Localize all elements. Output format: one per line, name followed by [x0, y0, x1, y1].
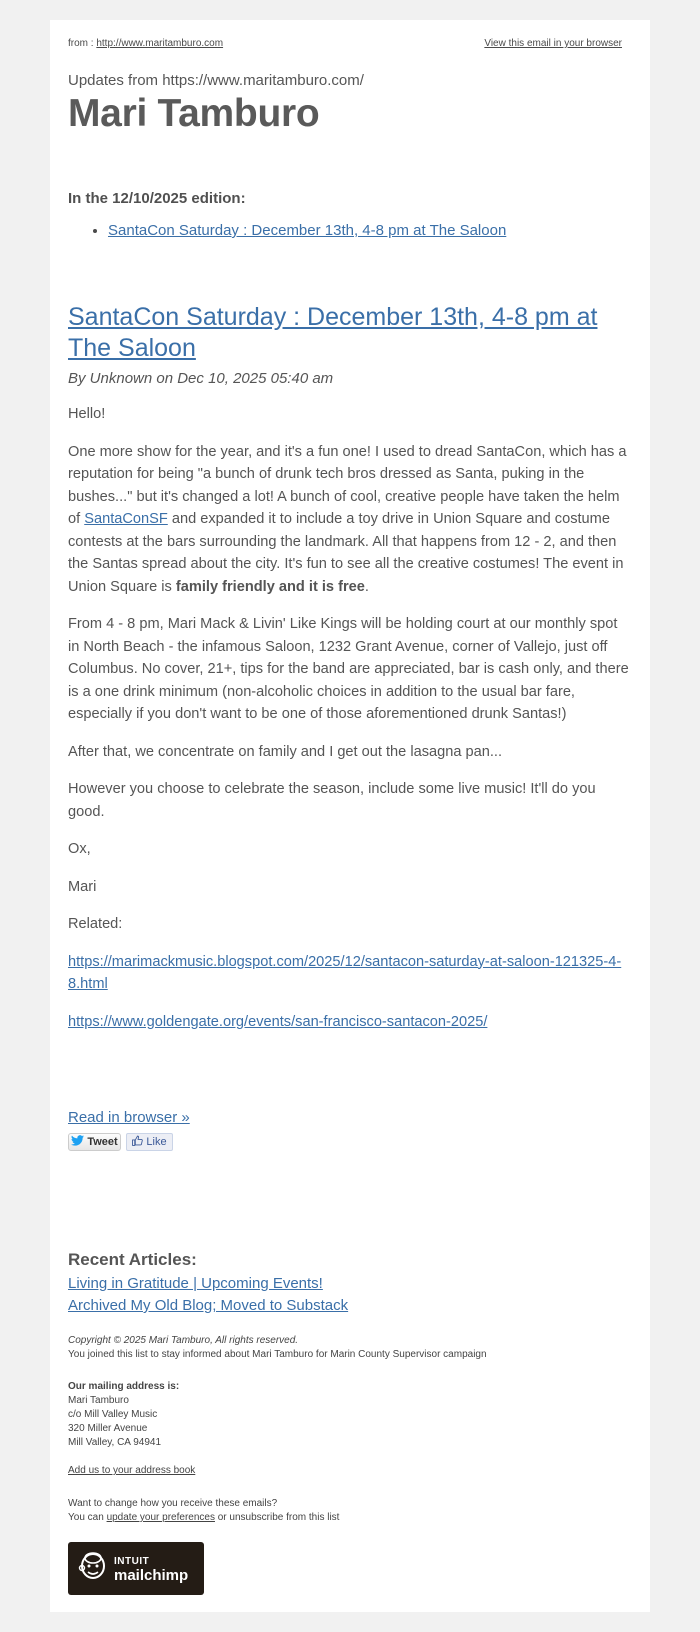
mailchimp-badge[interactable]	[68, 1542, 204, 1595]
like-button[interactable]	[126, 1133, 173, 1151]
post-paragraph	[68, 951, 632, 996]
preferences-line	[68, 1511, 632, 1525]
updates-from-text: Updates from https://www.maritamburo.com/	[68, 72, 364, 89]
from-line	[68, 38, 223, 49]
post-paragraph: Hello!	[68, 406, 106, 422]
social-buttons	[68, 1133, 173, 1151]
address-book-row	[68, 1464, 632, 1478]
read-in-browser-link[interactable]: Read in browser »	[68, 1109, 190, 1126]
post-paragraph: Ox,	[68, 841, 91, 857]
copyright-text: Copyright © 2025 Mari Tamburo, All rights reserved.	[68, 1335, 299, 1346]
add-to-address-book-link[interactable]: Add us to your address book	[68, 1465, 196, 1476]
address-line: Mill Valley, CA 94941	[68, 1437, 162, 1448]
post-title-link[interactable]: SantaCon Saturday : December 13th, 4-8 pm at The Saloon	[68, 303, 598, 362]
post-paragraph: From 4 - 8 pm, Mari Mack & Livin' Like Kings will be holding court at our monthly spot in North Beach - the infamous Saloon, 1232 Grant Avenue, corner of Vallejo, just off Columbus. No cover, 21+, tips for the band are appreciated, bar is cash only, and there is a one drink minimum (non-alcoholic choices in addition to the usual bar fare, especially if you don't want to be one of those aforementioned drunk Santas!)	[68, 616, 629, 722]
post-paragraph: Related:	[68, 916, 123, 932]
email-footer	[68, 1334, 632, 1525]
post-paragraph	[68, 441, 632, 599]
related-link-goldengate[interactable]: https://www.goldengate.org/events/san-francisco-santacon-2025/	[68, 1013, 488, 1030]
post-text: and expanded it to include a toy drive in Union Square and costume contests at the bars surrounding the landmark. All that happens from 12 - 2, and then the Santas spread about the city. It's fun to see all the creative costumes! The event in Union Square is	[68, 511, 624, 595]
mailchimp-label: mailchimp	[114, 1566, 189, 1584]
recent-articles-list	[68, 1273, 348, 1317]
recent-article-link[interactable]: Living in Gratitude | Upcoming Events!	[68, 1275, 323, 1292]
toc-item	[108, 222, 506, 239]
post-paragraph: However you choose to celebrate the season, include some live music! It'll do you good.	[68, 781, 596, 820]
mailing-address-heading: Our mailing address is:	[68, 1381, 180, 1392]
update-preferences-link[interactable]: update your preferences	[106, 1512, 215, 1523]
like-label: Like	[146, 1136, 167, 1148]
address-line: c/o Mill Valley Music	[68, 1409, 158, 1420]
post-body	[68, 403, 632, 1048]
recent-article-link[interactable]: Archived My Old Blog; Moved to Substack	[68, 1297, 349, 1314]
edition-toc	[68, 222, 506, 239]
view-in-browser-link[interactable]: View this email in your browser	[484, 38, 622, 49]
thumbs-up-icon	[132, 1135, 143, 1149]
email-card	[50, 20, 650, 1612]
santaconsf-link[interactable]: SantaConSF	[84, 511, 168, 527]
you-can-text: You can	[68, 1512, 107, 1523]
tweet-button[interactable]	[68, 1133, 121, 1151]
post-bold-text: family friendly and it is free	[175, 578, 365, 595]
post-byline: By Unknown on Dec 10, 2025 05:40 am	[68, 370, 334, 387]
mailchimp-wordmark	[114, 1555, 188, 1583]
unsubscribe-text: or unsubscribe from this list	[214, 1512, 340, 1523]
from-label: from :	[68, 38, 97, 49]
post-paragraph: After that, we concentrate on family and I get out the lasagna pan...	[68, 743, 503, 760]
post-text: One more show for the year, and it's a fun one! I used to dread SantaCon, which has a reputation for being "a bunch of drunk tech bros dressed as Santa, puking in the bushes..." but it's changed a lot! A bunch of cool, creative people have taken the helm of	[68, 443, 627, 527]
edition-label: In the 12/10/2025 edition:	[68, 190, 246, 207]
toc-item-link[interactable]: SantaCon Saturday : December 13th, 4-8 pm at The Saloon	[108, 222, 507, 239]
address-line: 320 Miller Avenue	[68, 1423, 148, 1434]
post-paragraph: Mari	[68, 878, 97, 895]
joined-text: You joined this list to stay informed about Mari Tamburo for Marin County Supervisor campaign	[68, 1349, 487, 1360]
recent-articles-heading: Recent Articles:	[68, 1250, 197, 1269]
related-link-blogspot[interactable]: https://marimackmusic.blogspot.com/2025/12/santacon-saturday-at-saloon-121325-4-8.html	[68, 953, 622, 992]
address-line: Mari Tamburo	[68, 1395, 129, 1406]
from-link[interactable]: http://www.maritamburo.com	[96, 38, 224, 49]
site-name-heading: Mari Tamburo	[68, 92, 320, 135]
tweet-label: Tweet	[87, 1136, 118, 1148]
mailchimp-freddie-icon	[78, 1549, 108, 1588]
post-paragraph	[68, 1011, 632, 1034]
intuit-label: INTUIT	[114, 1555, 150, 1567]
change-prefs-question: Want to change how you receive these emails?	[68, 1498, 278, 1509]
post-text: .	[364, 578, 369, 595]
twitter-bird-icon	[71, 1135, 84, 1149]
